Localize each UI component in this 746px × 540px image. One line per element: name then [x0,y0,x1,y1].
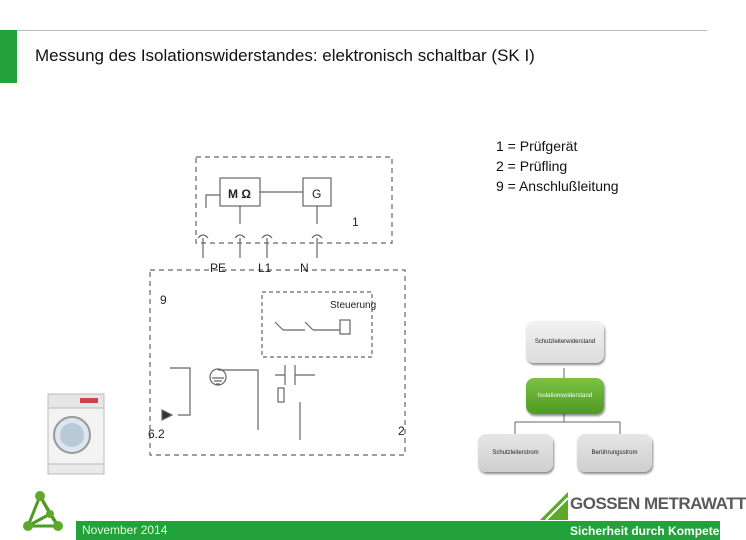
steuerung-label: Steuerung [330,300,377,311]
callout-1: 1 [352,215,359,229]
callout-9: 9 [160,293,167,307]
tree-node-isolationswiderstand[interactable] [526,378,604,414]
brand-mark-icon [540,492,568,520]
relay-coil [340,320,350,334]
tree-node-label: Berührungsstrom [591,450,638,456]
callout-2: 2 [398,424,405,438]
callout-6-2: 6.2 [148,427,165,441]
brand-tagline: Sicherheit durch Kompetenz [570,524,733,538]
tree-node-beruehrungsstrom[interactable] [577,434,652,472]
legend [496,136,619,196]
tree-node-label: Schutzleiterstrom [492,450,539,456]
cable-boundary [150,270,405,455]
generator-label: G [312,187,322,201]
tree-node-schutzleiterstrom[interactable] [478,434,553,472]
meter-label: M Ω [228,187,251,201]
footer-date: November 2014 [82,523,168,537]
tree-node-schutzleiterwiderstand[interactable] [526,321,604,363]
legend-item: 9 = Anschlußleitung [496,178,619,194]
legend-item: 2 = Prüfling [496,158,568,174]
ground-terminal [210,369,226,385]
terminal-label-n: N [300,261,309,275]
molecule-logo-icon [22,488,74,540]
slide-title: Messung des Isolationswiderstandes: elektronisch schaltbar (SK I) [35,46,535,65]
title-rule [17,30,707,31]
terminal-label-l1: L1 [258,261,272,275]
legend-item: 1 = Prüfgerät [496,138,578,154]
device-boundary [196,157,392,243]
tree-node-label: Schutzleiterwiderstand [534,339,596,345]
washing-machine-image [42,390,110,478]
terminal-label-pe: PE [210,261,227,275]
title-accent-bar [0,30,17,83]
brand-name: GOSSEN METRAWATT [570,494,746,513]
circuit-diagram [140,140,440,450]
tree-node-label: Isolationswiderstand [537,393,593,399]
